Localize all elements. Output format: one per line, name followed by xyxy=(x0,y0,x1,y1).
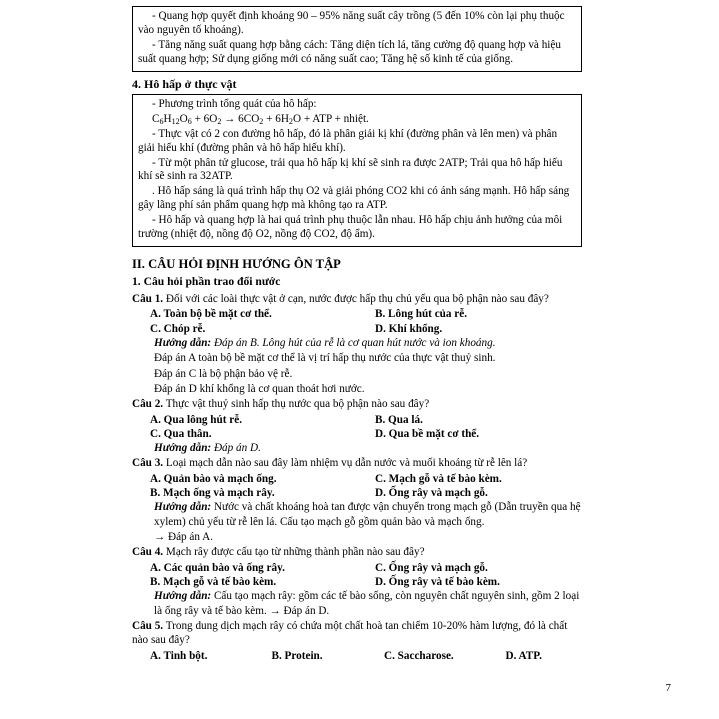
question-5-option-a[interactable] xyxy=(132,649,272,663)
question-5-text xyxy=(132,619,582,648)
section4-line-1: - Phương trình tổng quát của hô hấp: xyxy=(152,97,317,110)
eq-m1: H xyxy=(163,112,172,125)
question-5-option-d[interactable] xyxy=(506,649,601,663)
question-3-body: Loại mạch dẫn nào sau đây làm nhiệm vụ dẫn nước và muối khoáng từ rễ lên lá? xyxy=(165,457,528,470)
question-1-options-row-1 xyxy=(132,307,582,321)
question-2-option-a[interactable] xyxy=(132,413,375,427)
section4-line-5: . Hô hấp sáng là quá trình hấp thụ O2 và giải phóng CO2 khi có ánh sáng mạnh. Hô hấp sáng gây lãng phí sản phẩm quang hợp mà không tạo ra ATP. xyxy=(138,185,570,212)
question-4-body: Mạch rây được cấu tạo từ những thành phần nào sau đây? xyxy=(165,546,425,559)
question-2-option-c[interactable] xyxy=(132,427,375,441)
top-content-box xyxy=(132,6,582,72)
top-box-line-1: - Quang hợp quyết định khoảng 90 – 95% năng suất cây trồng (5 đến 10% còn lại phụ thuộc vào nguyên tố khoáng). xyxy=(138,10,565,36)
option-b-label: B. Protein. xyxy=(271,649,323,662)
question-2-hint-label: Hướng dẫn: xyxy=(154,442,212,455)
question-1-option-a[interactable] xyxy=(132,307,375,321)
question-2-hint-text: Đáp án D. xyxy=(211,442,261,455)
question-2-label: Câu 2. xyxy=(132,398,164,411)
question-5-option-c[interactable] xyxy=(384,649,506,663)
eq-s1: 6 xyxy=(159,116,164,126)
question-1-text xyxy=(132,292,582,306)
option-d-label: D. Ống rây và tế bào kèm. xyxy=(375,576,500,589)
eq-m2: O xyxy=(179,112,188,125)
question-1-option-d[interactable] xyxy=(375,322,600,336)
question-4-option-a[interactable] xyxy=(132,561,375,575)
top-box-line-2: - Tăng năng suất quang hợp bằng cách: Tăng diện tích lá, tăng cường độ quang hợp và hiệu suất quang hợp; Sử dụng giống mới có năng suất cao; Tăng hệ số kinh tế của giống. xyxy=(138,38,561,65)
question-1-hint-text: Đáp án B. Lông hút của rễ là cơ quan hút nước và ion khoáng. xyxy=(211,336,496,349)
question-1-hint-label: Hướng dẫn: xyxy=(154,336,212,349)
question-1-extra-1: Đáp án A toàn bộ bề mặt cơ thể là vị trí hấp thụ nước của thực vật thuỷ sinh. xyxy=(154,352,496,365)
option-a-label: A. Quản bào và mạch ống. xyxy=(150,472,277,485)
eq-s6: 2 xyxy=(288,116,293,126)
option-b-label: B. Qua lá. xyxy=(375,413,423,426)
page-content-column xyxy=(132,6,582,663)
question-5-option-b[interactable] xyxy=(272,649,385,663)
eq-s3: 6 xyxy=(187,116,192,126)
question-2-option-d[interactable] xyxy=(375,427,600,441)
section4-equation xyxy=(138,113,576,127)
option-d-label: D. ATP. xyxy=(505,649,542,662)
question-1-option-c[interactable] xyxy=(132,322,375,336)
option-d-label: D. Ống rây và mạch gỗ. xyxy=(375,487,488,500)
question-4-hint-label: Hướng dẫn: xyxy=(154,590,212,603)
question-1-extra-3: Đáp án D khí khổng là cơ quan thoát hơi nước. xyxy=(154,382,365,395)
question-4-text xyxy=(132,545,582,559)
question-3-option-c[interactable] xyxy=(375,472,600,486)
question-4-option-c[interactable] xyxy=(375,561,600,575)
eq-m3: + 6O xyxy=(191,112,218,125)
question-4-options-row-1 xyxy=(132,561,582,575)
option-a-label: A. Qua lông hút rễ. xyxy=(150,413,242,426)
question-3-extra-1: → Đáp án A. xyxy=(154,531,214,544)
question-3-option-b[interactable] xyxy=(132,486,375,500)
eq-m4: → 6CO xyxy=(221,112,260,125)
question-4-hint-text: Cấu tạo mạch rây: gồm các tế bào sống, còn nguyên chất nguyên sinh, gồm 2 loại là ống rây và tế bào kèm. → Đáp án D. xyxy=(154,590,580,617)
question-1 xyxy=(132,292,582,396)
question-3 xyxy=(132,456,582,544)
question-3-text xyxy=(132,456,582,470)
question-3-hint xyxy=(132,500,582,529)
option-c-label: C. Qua thân. xyxy=(150,427,212,440)
question-4-options-row-2 xyxy=(132,575,582,589)
part-2-heading: II. CÂU HỎI ĐỊNH HƯỚNG ÔN TẬP xyxy=(132,256,341,271)
question-4-hint xyxy=(132,589,582,618)
question-4-option-d[interactable] xyxy=(375,575,600,589)
question-2-options-row-1 xyxy=(132,413,582,427)
question-1-label: Câu 1. xyxy=(132,292,164,305)
question-5-label: Câu 5. xyxy=(132,620,164,633)
question-2 xyxy=(132,397,582,455)
question-1-hint xyxy=(132,336,582,350)
option-c-label: C. Saccharose. xyxy=(384,649,454,662)
question-2-body: Thực vật thuỷ sinh hấp thụ nước qua bộ phận nào sau đây? xyxy=(165,398,430,411)
section4-line-3: - Thực vật có 2 con đường hô hấp, đó là phân giải kị khí (đường phân và lên men) và phân giải hiếu khí (đường phân và hô hấp hiếu khí). xyxy=(138,127,558,154)
option-b-label: B. Mạch ống và mạch rây. xyxy=(150,487,275,500)
part-2-subheading: 1. Câu hỏi phần trao đổi nước xyxy=(132,275,281,289)
question-1-options-row-2 xyxy=(132,322,582,336)
option-d-label: D. Khí khổng. xyxy=(375,322,443,335)
option-c-label: C. Chóp rễ. xyxy=(150,322,206,335)
question-2-options-row-2 xyxy=(132,427,582,441)
question-2-hint xyxy=(132,441,582,455)
question-4-label: Câu 4. xyxy=(132,546,164,559)
option-a-label: A. Tinh bột. xyxy=(150,649,208,662)
option-a-label: A. Các quản bào và ống rây. xyxy=(150,561,285,574)
question-3-label: Câu 3. xyxy=(132,457,164,470)
option-d-label: D. Qua bề mặt cơ thể. xyxy=(375,427,480,440)
eq-m5: + 6H xyxy=(263,112,289,125)
question-5-body: Trong dung dịch mạch rây có chứa một chất hoà tan chiếm 10-20% hàm lượng, đó là chất nào sau đây? xyxy=(132,620,568,647)
question-2-option-b[interactable] xyxy=(375,413,600,427)
section-4-heading: 4. Hô hấp ở thực vật xyxy=(132,76,237,91)
question-1-extra-2: Đáp án C là bộ phận bảo vệ rễ. xyxy=(154,367,293,380)
eq-m6: O + ATP + nhiệt. xyxy=(292,112,369,125)
question-3-hint-label: Hướng dẫn: xyxy=(154,501,212,514)
option-b-label: B. Lông hút của rễ. xyxy=(375,308,467,321)
question-3-option-a[interactable] xyxy=(132,472,375,486)
question-5-options-row xyxy=(132,649,582,663)
question-5 xyxy=(132,619,582,663)
question-4 xyxy=(132,545,582,618)
eq-s2: 12 xyxy=(171,116,180,126)
option-a-label: A. Toàn bộ bề mặt cơ thể. xyxy=(150,308,272,321)
question-2-text xyxy=(132,397,582,411)
eq-s4: 2 xyxy=(217,116,222,126)
question-4-option-b[interactable] xyxy=(132,575,375,589)
eq-s5: 2 xyxy=(259,116,264,126)
page-number: 7 xyxy=(665,681,671,694)
question-1-body: Đối với các loài thực vật ở cạn, nước được hấp thụ chủ yếu qua bộ phận nào sau đây? xyxy=(165,292,549,305)
option-b-label: B. Mạch gỗ và tế bào kèm. xyxy=(150,576,277,589)
question-1-option-b[interactable] xyxy=(375,307,600,321)
question-3-options-row-2 xyxy=(132,486,582,500)
eq-prefix: C xyxy=(152,112,160,125)
question-3-option-d[interactable] xyxy=(375,486,600,500)
option-c-label: C. Ống rây và mạch gỗ. xyxy=(375,561,488,574)
question-3-hint-text: Nước và chất khoáng hoà tan được vận chuyển trong mạch gỗ (Dẫn truyền qua hệ xylem) chủ yếu từ rễ lên lá. Cấu tạo mạch gỗ gồm quản bào và mạch ống. xyxy=(154,501,581,528)
section-4-box xyxy=(132,94,582,247)
section4-line-6: - Hô hấp và quang hợp là hai quá trình phụ thuộc lẫn nhau. Hô hấp chịu ảnh hưởng của môi trường (nhiệt độ, nồng độ O2, nồng độ CO2, độ ẩm). xyxy=(138,214,563,241)
option-c-label: C. Mạch gỗ và tế bào kèm. xyxy=(375,472,502,485)
section4-line-4: - Từ một phân tử glucose, trải qua hô hấp kị khí sẽ sinh ra được 2ATP; Trải qua hô hấp hiếu khí sẽ sinh ra 32ATP. xyxy=(138,156,563,183)
question-3-options-row-1 xyxy=(132,472,582,486)
